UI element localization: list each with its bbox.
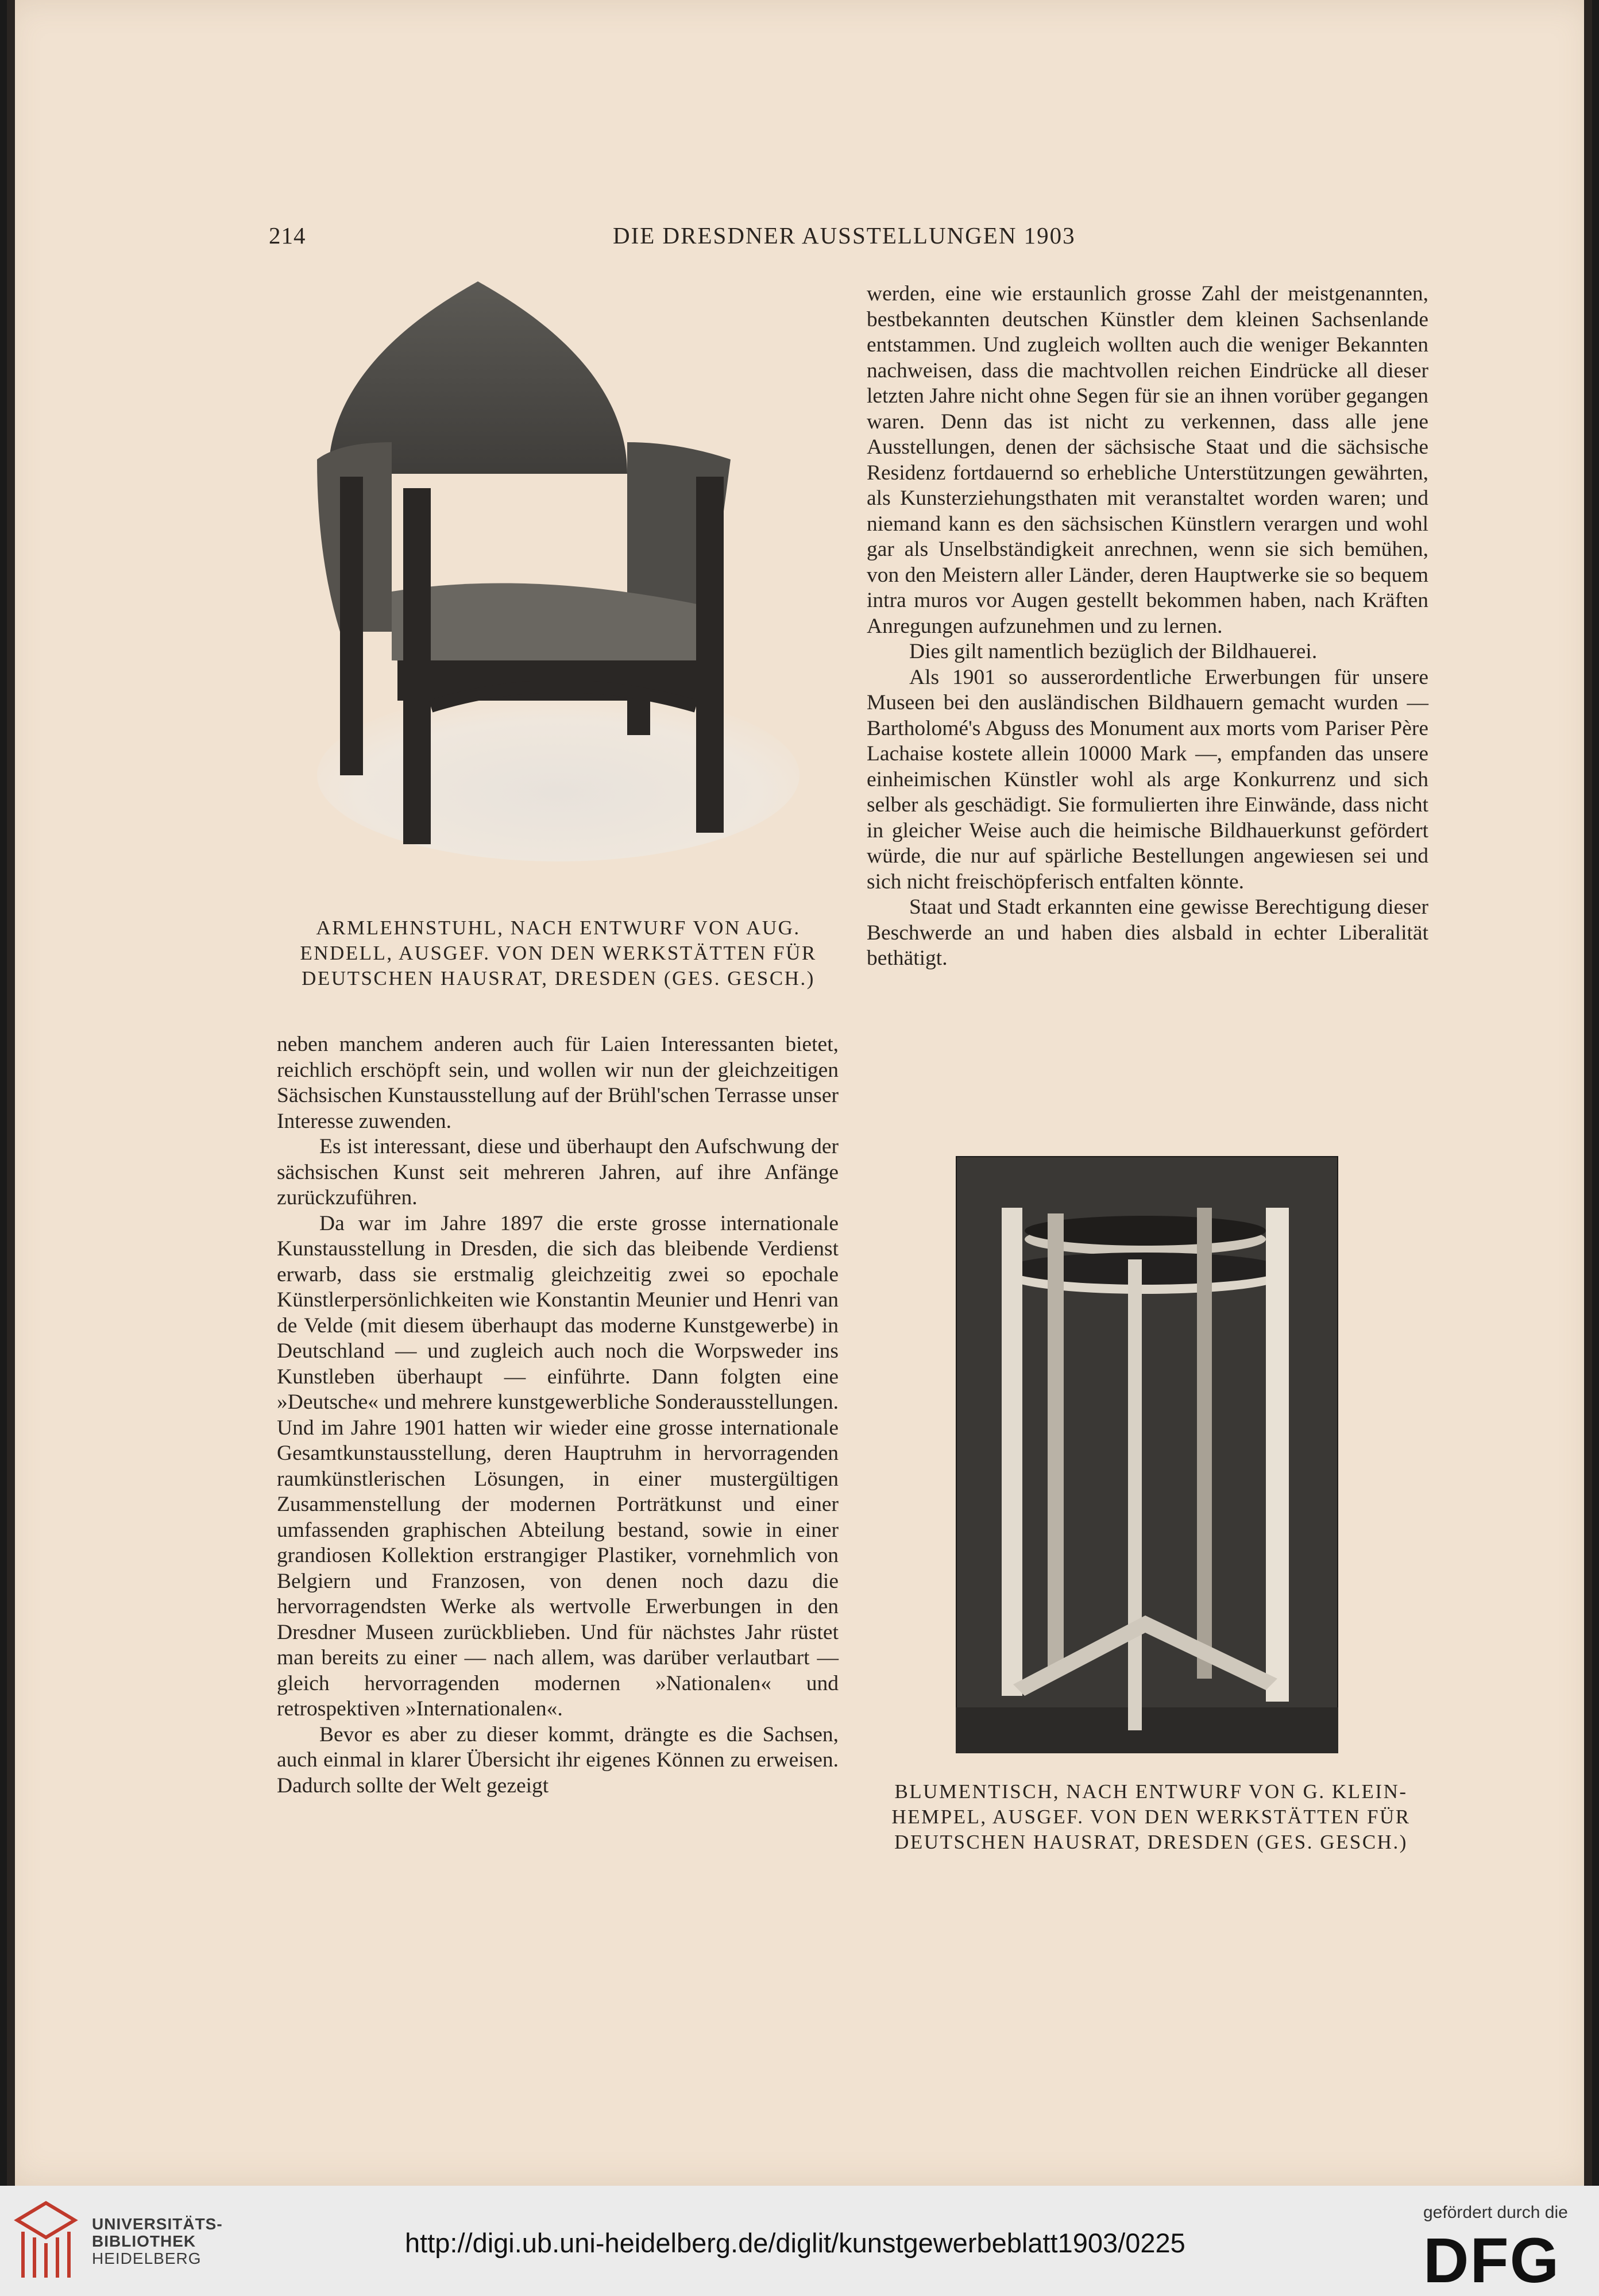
running-title: DIE DRESDNER AUSSTELLUNGEN 1903 [613,222,1076,249]
paragraph: Es ist interessant, diese und überhaupt den Aufschwung der sächsischen Kunst seit mehreren Jahren, auf ihre Anfänge zurückzuführen. [277,1135,839,1209]
scan-edge-left [7,0,15,2186]
paragraph: Bevor es aber zu dieser kommt, drängte es die Sachsen, auch einmal in klarer Übersicht ihr eigenes Können zu erweisen. Dadurch sollte der Welt gezeigt [277,1722,839,1798]
caption-line: DEUTSCHEN HAUSRAT, DRESDEN (GES. GESCH.) [302,967,815,989]
right-text-column [867,281,1428,972]
armchair-illustration [306,270,811,879]
paragraph: Da war im Jahre 1897 die erste grosse internationale Kunstausstellung in Dresden, die sich das bleibende Verdienst erwarb, dass sie erstmalig gleichzeitig zwei so epochale Künstlerpersönlichkeiten wie Konstantin Meunier und Henri van de Velde (mit diesem überhaupt das moderne Kunstgewerbe) in Deutschland — und zugleich auch noch die Worpsweder ins Kunstleben überhaupt — einführte. Dann folgten eine »Deutsche« und mehrere kunstgewerbliche Sonderausstellungen. Und im Jahre 1901 hatten wir wieder eine grosse internationale Gesamtkunstausstellung, deren Hauptruhm in hervorragenden raumkünstlerischen Lösungen, in einer mustergültigen Zusammenstellung der modernen Porträtkunst und einer umfassenden graphischen Abteilung bestand, sowie in einer grandiosen Kollektion erstrangiger Plastiker, vornehmlich von Belgiern und Franzosen, von denen noch dazu die hervorragendsten Werke als wertvolle Erwerbungen in den Dresdner Museen zurückblieben. Und für nächstes Jahr rüstet man bereits zu einer — nach allem, was darüber verlautbart — gleich hervorragenden modernen »Nationalen« und retrospektiven »Internationalen«. [277,1211,839,1721]
permalink-url[interactable]: http://digi.ub.uni-heidelberg.de/diglit/kunstgewerbeblatt1903/0225 [405,2228,1185,2258]
caption-line: HEMPEL, AUSGEF. VON DEN WERKSTÄTTEN FÜR [891,1806,1411,1828]
scan-edge-right [1584,0,1592,2186]
viewer-footer [0,2186,1599,2296]
library-name-line: HEIDELBERG [92,2249,202,2267]
caption-line: ARMLEHNSTUHL, NACH ENTWURF VON AUG. [316,917,801,939]
chair-caption [268,915,848,991]
paragraph: Dies gilt namentlich bezüglich der Bildhauerei. [909,640,1318,663]
flower-table-photograph [956,1156,1338,1753]
page-number: 214 [269,222,306,249]
library-name-line: UNIVERSITÄTS- [92,2215,223,2233]
caption-line: BLUMENTISCH, NACH ENTWURF VON G. KLEIN- [894,1780,1408,1803]
left-text-column [277,1032,839,1799]
paragraph: Staat und Stadt erkannten eine gewisse Berechtigung dieser Beschwerde an und haben dies alsbald in echter Liberalität bethätigt. [867,895,1428,970]
paragraph: werden, eine wie erstaunlich grosse Zahl der meistgenannten, bestbekannten deutschen Künstler dem kleinen Sachsenlande entstammen. Und zugleich wollten auch die weniger Bekannten nachweisen, dass die machtvollen reichen Eindrücke all dieser letzten Jahre nicht ohne Segen für sie an ihnen vorüber gegangen waren. Denn das ist nicht zu verkennen, dass alle jene Ausstellungen, denen der sächsische Staat und die sächsische Residenz fortdauernd so erhebliche Unterstützungen gewährten, als Kunsterziehungsthaten mit veranstaltet worden waren; und niemand kann es den sächsischen Künstlern verargen und wohl gar als Unselbständigkeit anrechnen, wenn sie sich bemühen, von den Meistern aller Länder, deren Hauptwerke sie so bequem intra muros vor Augen gestellt bekommen haben, nach Kräften Anregungen aufzunehmen und zu lernen. [867,282,1428,638]
paragraph: neben manchem anderen auch für Laien Interessanten bietet, reichlich erschöpft sein, und wollen wir nun der gleichzeitigen Sächsischen Kunstausstellung auf der Brühl'schen Terrasse unser Interesse zuwenden. [277,1033,839,1133]
university-library-logo-icon [11,2197,80,2283]
scanned-page [7,0,1592,2186]
library-name-line: BIBLIOTHEK [92,2232,196,2250]
table-caption [867,1779,1435,1855]
caption-line: ENDELL, AUSGEF. VON DEN WERKSTÄTTEN FÜR [300,942,817,964]
paragraph: Als 1901 so ausserordentliche Erwerbungen für unsere Museen bei den ausländischen Bildhauern gemacht wurden — Bartholomé's Abguss des Monument aux morts vom Pariser Père Lachaise kostete allein 10000 Mark —, empfanden das unsere einheimischen Künstler wohl als arge Konkurrenz und sich selber als geschädigt. Sie formulierten ihre Einwände, dass nicht in gleicher Weise auch die heimische Bildhauerkunst gefördert würde, die nur auf spärliche Bestellungen angewiesen sei und sich nicht freischöpferisch entfalten könnte. [867,665,1428,894]
caption-line: DEUTSCHEN HAUSRAT, DRESDEN (GES. GESCH.) [894,1831,1408,1853]
library-name [92,2216,223,2267]
funding-note: gefördert durch die [1423,2203,1568,2222]
dfg-logo: DFG [1423,2225,1561,2296]
